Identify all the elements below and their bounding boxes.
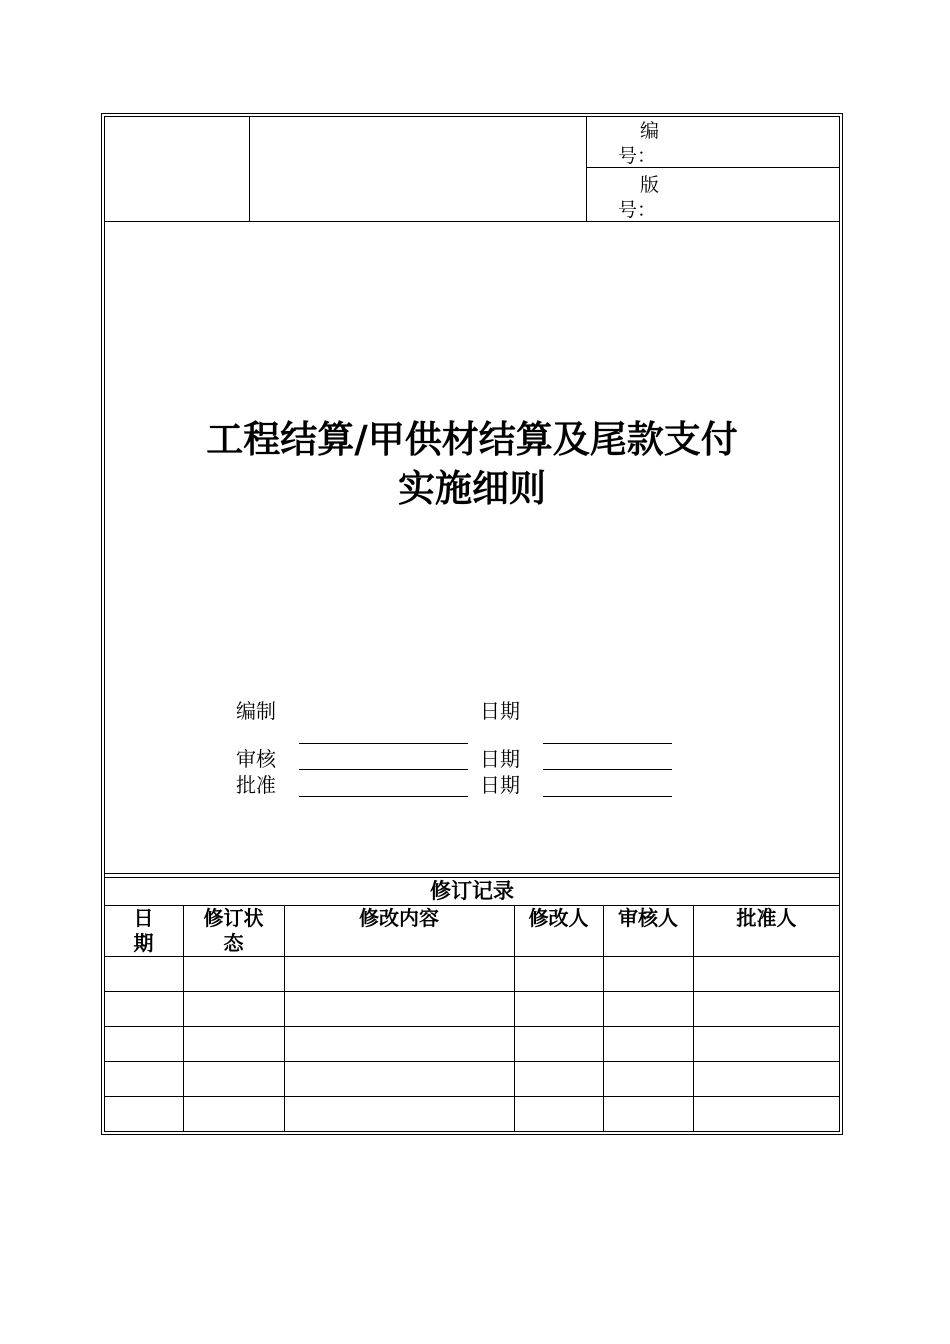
revision-table-cell[interactable]	[604, 992, 693, 1026]
revision-column-header: 修改人	[528, 906, 589, 930]
revision-table-cell[interactable]	[184, 1027, 284, 1061]
revision-table-cell[interactable]	[515, 992, 603, 1026]
revision-column-header: 修改内容	[359, 906, 439, 930]
review-signature-blank[interactable]	[299, 769, 468, 770]
code-label-bottom: 号：	[618, 145, 657, 167]
revision-column-header: 审核人	[618, 906, 678, 930]
revision-table-cell[interactable]	[604, 1062, 693, 1096]
header-name-cell	[250, 117, 586, 221]
revision-table-cell[interactable]	[515, 1097, 603, 1131]
revision-record-title: 修订记录	[430, 878, 514, 903]
approve-date-label: 日期	[480, 773, 520, 797]
compile-date-blank[interactable]	[543, 743, 672, 744]
revision-table-cell[interactable]	[285, 1097, 514, 1131]
revision-table-cell[interactable]	[515, 1062, 603, 1096]
revision-table-cell[interactable]	[285, 1062, 514, 1096]
compile-date-label: 日期	[480, 699, 520, 723]
revision-table-cell[interactable]	[515, 957, 603, 991]
header-logo-cell	[105, 117, 249, 221]
revision-table-cell[interactable]	[105, 992, 183, 1026]
code-label-top: 编	[640, 120, 660, 142]
revision-column-header: 批准人	[736, 906, 797, 930]
revision-table-cell[interactable]	[105, 957, 183, 991]
revision-table-cell[interactable]	[105, 1027, 183, 1061]
approve-label: 批准	[236, 773, 276, 797]
revision-column-header: 日 期	[133, 906, 154, 955]
compile-label: 编制	[236, 699, 276, 723]
header-divider-2	[586, 116, 587, 222]
compile-signature-blank[interactable]	[299, 743, 468, 744]
document-title-line-2: 实施细则	[398, 466, 546, 510]
revision-table-cell[interactable]	[285, 992, 514, 1026]
revision-table-cell[interactable]	[694, 992, 840, 1026]
approve-date-blank[interactable]	[543, 796, 672, 797]
revision-table-cell[interactable]	[694, 1062, 840, 1096]
revision-table-cell[interactable]	[285, 957, 514, 991]
revision-double-rule-top	[104, 873, 840, 874]
review-date-label: 日期	[480, 747, 520, 771]
revision-table-cell[interactable]	[184, 957, 284, 991]
approve-signature-blank[interactable]	[299, 796, 468, 797]
revision-table-cell[interactable]	[184, 1062, 284, 1096]
revision-table-cell[interactable]	[694, 957, 840, 991]
revision-table-cell[interactable]	[694, 1027, 840, 1061]
revision-table-cell[interactable]	[604, 957, 693, 991]
revision-column-header: 修订状 态	[203, 906, 264, 955]
revision-table-cell[interactable]	[285, 1027, 514, 1061]
version-label-bottom: 号：	[618, 199, 657, 221]
document-title-line-1: 工程结算/甲供材结算及尾款支付	[206, 417, 738, 461]
revision-table-cell[interactable]	[604, 1097, 693, 1131]
header-bottom-rule	[104, 221, 840, 222]
review-label: 审核	[236, 747, 276, 771]
revision-table-cell[interactable]	[184, 992, 284, 1026]
revision-table-cell[interactable]	[515, 1027, 603, 1061]
revision-table-cell[interactable]	[105, 1097, 183, 1131]
header-code-rule	[586, 167, 840, 168]
revision-table-cell[interactable]	[694, 1097, 840, 1131]
revision-table-cell[interactable]	[604, 1027, 693, 1061]
review-date-blank[interactable]	[543, 769, 672, 770]
version-label-top: 版	[640, 174, 660, 196]
revision-table-cell[interactable]	[184, 1097, 284, 1131]
revision-table-cell[interactable]	[105, 1062, 183, 1096]
